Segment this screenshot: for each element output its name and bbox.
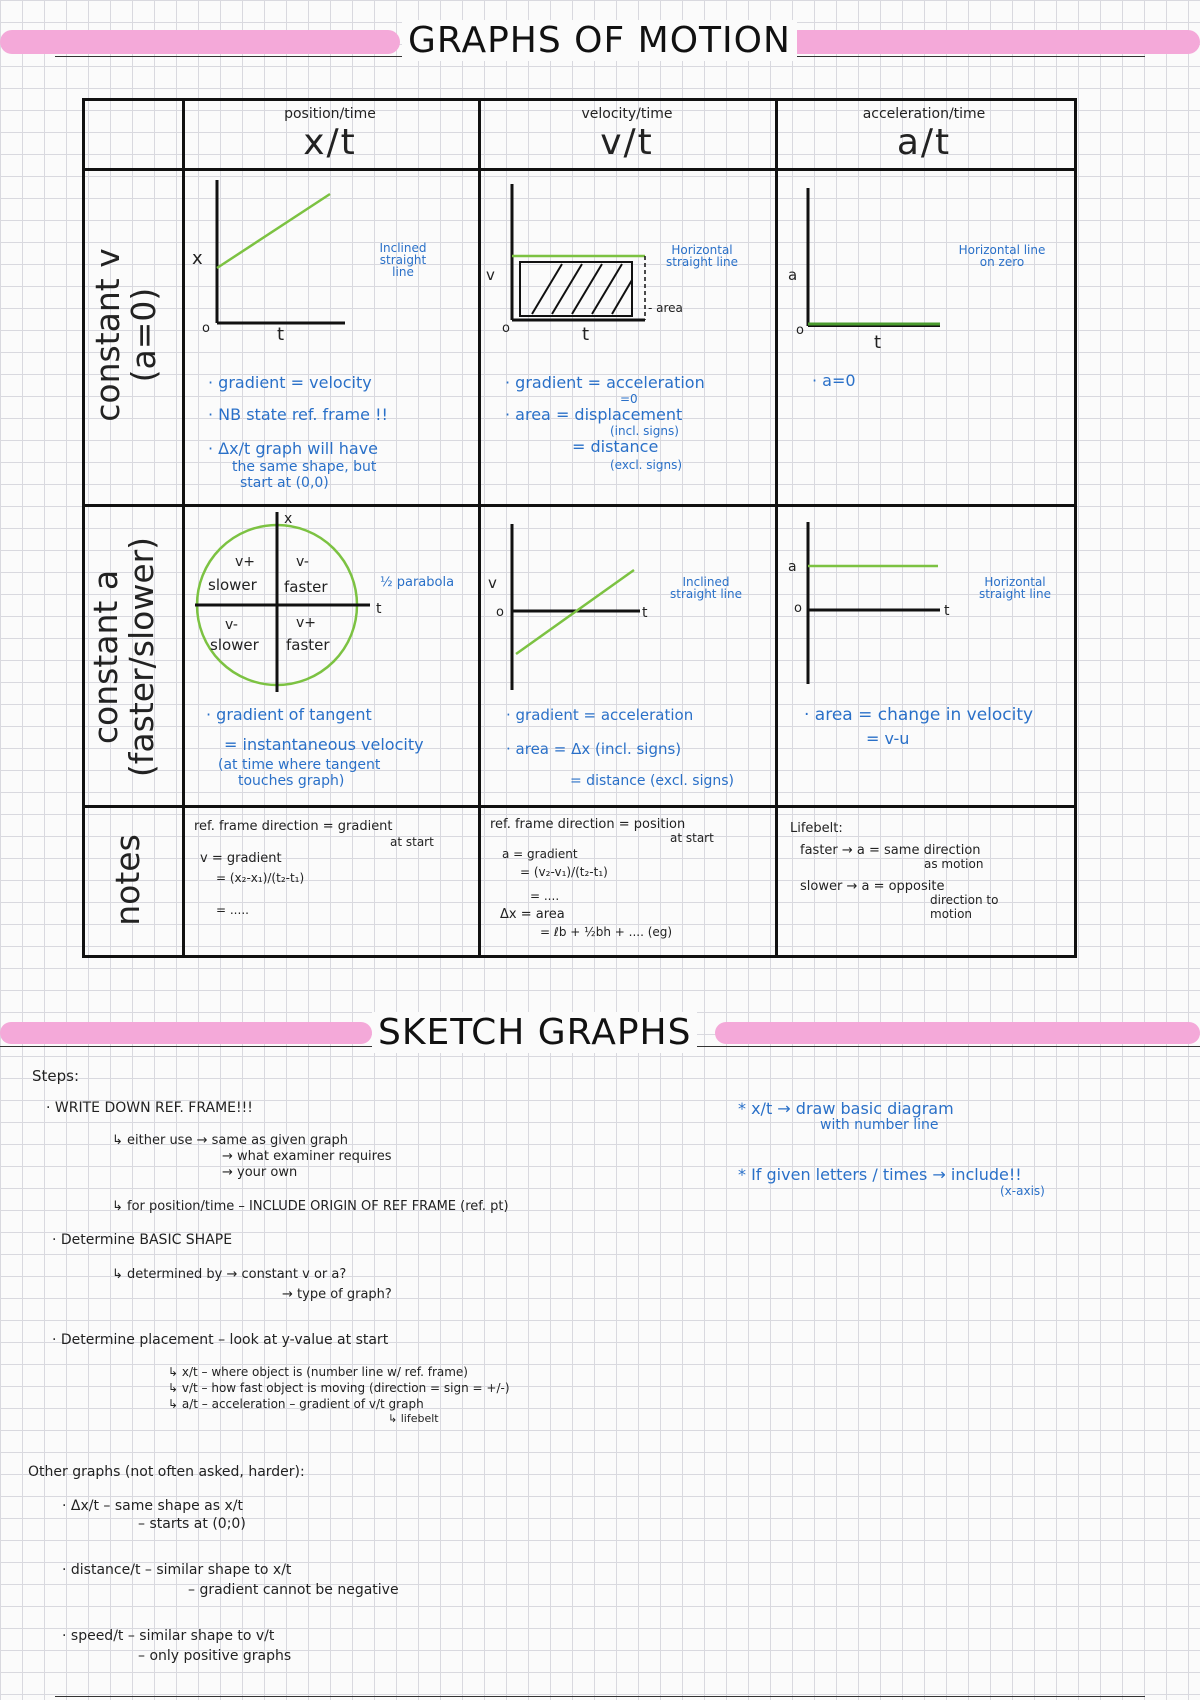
axis-label-x: x xyxy=(284,511,293,527)
note-line: · area = change in velocity xyxy=(804,705,1034,725)
notes-line: ref. frame direction = gradient xyxy=(194,819,393,834)
notes-line: = ..... xyxy=(216,903,249,917)
side-note: (x-axis) xyxy=(1000,1184,1045,1198)
title-highlight-right xyxy=(760,30,1200,54)
step-line: · distance/t – similar shape to x/t xyxy=(62,1562,292,1578)
axis-label-t: t xyxy=(944,603,950,619)
notes-line: faster → a = same direction xyxy=(800,843,981,858)
step-line: ↳ either use → same as given graph xyxy=(112,1133,348,1148)
bottom-rule xyxy=(55,1696,1145,1697)
note-line: the same shape, but xyxy=(232,459,377,475)
notes-line: at start xyxy=(670,831,714,845)
note-line: = instantaneous velocity xyxy=(224,735,424,754)
step-line: ↳ v/t – how fast object is moving (direction = sign = +/-) xyxy=(168,1381,510,1395)
side-note: * x/t → draw basic diagram xyxy=(738,1099,954,1118)
sketch-highlight-left xyxy=(0,1022,372,1044)
row-label-notes xyxy=(110,815,146,945)
axis-label-origin: o xyxy=(794,601,802,616)
annotation-horizontal-line: Horizontal straight line xyxy=(979,575,1051,601)
quadrant-label: faster xyxy=(286,636,330,654)
column-title: x/t xyxy=(303,122,357,163)
axis-label-origin: o xyxy=(796,323,804,338)
annotation-half-parabola: ½ parabola xyxy=(380,575,455,590)
notes-line: direction to xyxy=(930,893,999,907)
column-title: a/t xyxy=(896,122,952,163)
notes-line: = (x₂-x₁)/(t₂-t₁) xyxy=(216,871,305,885)
axis-label-a: a xyxy=(788,559,797,575)
annotation-horizontal-line: Horizontal straight line xyxy=(666,243,738,269)
notes-line: Δx = area xyxy=(500,907,565,922)
axis-label-origin: o xyxy=(502,321,510,336)
graph-ca-xt xyxy=(190,512,480,702)
row-label-sub: (faster/slower) xyxy=(122,536,161,778)
step-line: · Determine BASIC SHAPE xyxy=(52,1232,233,1248)
step-line: – starts at (0;0) xyxy=(138,1516,246,1532)
step-line: · Determine placement – look at y-value at start xyxy=(52,1332,389,1348)
area-label: - area xyxy=(648,301,683,315)
note-line: =0 xyxy=(620,392,638,406)
axis-label-t: t xyxy=(582,324,590,345)
note-line: · area = displacement xyxy=(505,405,683,424)
notes-line: at start xyxy=(390,835,434,849)
axis-label-origin: o xyxy=(202,321,210,336)
quadrant-label: v+ xyxy=(235,554,256,570)
quadrant-label: v- xyxy=(225,617,238,633)
note-line: · gradient = acceleration xyxy=(506,706,694,724)
axis-label-a: a xyxy=(788,266,798,284)
step-line: ↳ determined by → constant v or a? xyxy=(112,1267,347,1282)
step-line: ↳ x/t – where object is (number line w/ ref. frame) xyxy=(168,1365,468,1379)
notes-line: a = gradient xyxy=(502,847,578,861)
notes-line: slower → a = opposite xyxy=(800,879,945,894)
step-line: → type of graph? xyxy=(282,1287,392,1302)
quadrant-label: slower xyxy=(210,636,259,654)
step-line: – gradient cannot be negative xyxy=(188,1582,399,1598)
sketch-title: SKETCH GRAPHS xyxy=(372,1012,697,1053)
column-subtitle: acceleration/time xyxy=(862,106,986,122)
graph-ca-at xyxy=(790,512,1080,702)
note-line: (excl. signs) xyxy=(610,458,683,472)
notes-line: = ℓb + ½bh + .... (eg) xyxy=(540,925,673,939)
step-line: · Δx/t – same shape as x/t xyxy=(62,1498,243,1514)
note-line: · gradient = velocity xyxy=(208,373,372,392)
note-line: · NB state ref. frame !! xyxy=(208,405,388,424)
step-line: · speed/t – similar shape to v/t xyxy=(62,1628,275,1644)
column-subtitle: position/time xyxy=(284,106,376,122)
axis-label-v: v xyxy=(488,574,497,592)
annotation-line-on-zero: Horizontal line on zero xyxy=(958,243,1046,269)
axis-label-t: t xyxy=(642,605,648,621)
axis-label-origin: o xyxy=(496,605,504,620)
row-label-main: constant a xyxy=(86,569,125,745)
note-line: · a=0 xyxy=(812,371,856,390)
notes-line: as motion xyxy=(924,857,984,871)
quadrant-label: v+ xyxy=(296,615,317,631)
steps-label: Steps: xyxy=(32,1067,80,1085)
row-label-main: constant v xyxy=(88,248,127,422)
graph-ca-vt xyxy=(490,512,780,702)
table-divider-h3 xyxy=(82,805,1074,808)
table-divider-h1 xyxy=(82,168,1074,171)
table-divider-h2 xyxy=(82,504,1074,507)
step-line: · WRITE DOWN REF. FRAME!!! xyxy=(46,1100,253,1116)
note-line: (incl. signs) xyxy=(610,424,679,438)
row-label-constant-a xyxy=(88,512,160,802)
axis-label-t: t xyxy=(376,601,382,617)
step-line: ↳ for position/time – INCLUDE ORIGIN OF REF FRAME (ref. pt) xyxy=(112,1199,509,1214)
data-line xyxy=(217,194,330,268)
step-line: ↳ lifebelt xyxy=(388,1412,439,1425)
axis-label-x: x xyxy=(192,248,203,269)
notes-line: = .... xyxy=(530,889,560,903)
area-hatch xyxy=(612,280,632,314)
axis-label-v: v xyxy=(486,266,495,284)
annotation-inclined-line: Inclined straight line xyxy=(379,241,427,279)
step-line: → your own xyxy=(222,1165,298,1180)
side-note: * If given letters / times → include!! xyxy=(738,1165,1022,1184)
note-line: = distance (excl. signs) xyxy=(570,773,735,789)
column-title: v/t xyxy=(600,122,654,163)
note-line: · gradient = acceleration xyxy=(505,373,705,392)
note-line: touches graph) xyxy=(238,773,345,789)
note-line: = distance xyxy=(572,437,659,456)
table-divider-v1 xyxy=(182,98,185,955)
step-line: – only positive graphs xyxy=(138,1648,292,1664)
quadrant-label: v- xyxy=(296,554,309,570)
side-note: with number line xyxy=(820,1117,939,1133)
note-line: (at time where tangent xyxy=(218,757,381,773)
note-line: · Δx/t graph will have xyxy=(208,439,379,458)
row-label-sub: (a=0) xyxy=(124,287,163,383)
notes-line: v = gradient xyxy=(200,851,282,866)
step-line: ↳ a/t – acceleration – gradient of v/t graph xyxy=(168,1397,424,1411)
axis-label-t: t xyxy=(277,324,285,345)
note-line: · area = Δx (incl. signs) xyxy=(506,740,682,758)
axis-label-t: t xyxy=(874,332,882,353)
notes-line: = (v₂-v₁)/(t₂-t₁) xyxy=(520,865,608,879)
row-label-constant-v xyxy=(90,180,162,490)
column-subtitle: velocity/time xyxy=(581,106,673,122)
row-label-main: notes xyxy=(108,834,147,926)
notes-line: ref. frame direction = position xyxy=(490,817,686,832)
note-line: start at (0,0) xyxy=(240,475,329,491)
step-line: → what examiner requires xyxy=(222,1149,392,1164)
notes-line: motion xyxy=(930,907,973,921)
quadrant-label: slower xyxy=(208,576,257,594)
note-line: · gradient of tangent xyxy=(206,705,372,724)
sketch-highlight-right xyxy=(715,1022,1200,1044)
step-line: Other graphs (not often asked, harder): xyxy=(28,1464,305,1480)
annotation-inclined-line: Inclined straight line xyxy=(670,575,742,601)
title-highlight-left xyxy=(0,30,400,54)
note-line: = v-u xyxy=(866,729,910,748)
page-title: GRAPHS OF MOTION xyxy=(402,20,797,61)
notes-line: Lifebelt: xyxy=(790,821,843,836)
quadrant-label: faster xyxy=(284,578,328,596)
